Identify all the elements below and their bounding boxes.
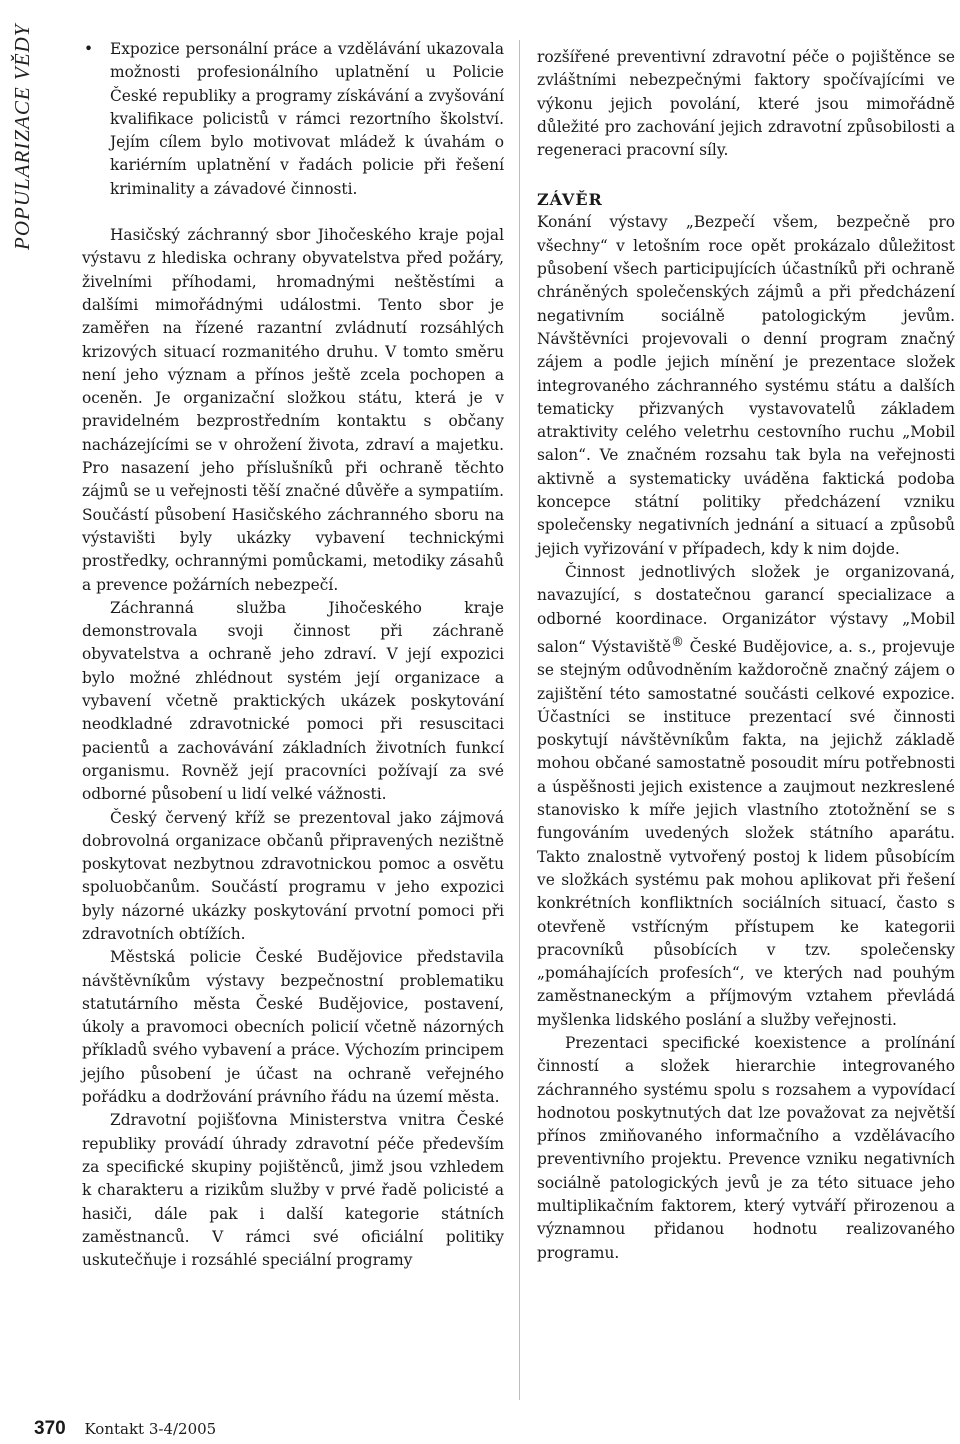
paragraph-conclusion-2a: Činnost jednotlivých složek je organizovaná, navazující, s dostatečnou garancí specializace a odborné koordinace. Organizátor výstavy „Mobil salon“ Výstaviště <box>537 562 955 656</box>
paragraph-health-insurance: Zdravotní pojišťovna Ministerstva vnitra České republiky provádí úhrady zdravotní péče především za specifické skupiny pojištěnců, jimž jsou vzhledem k charakteru a rizikům služby v prvé řadě policisté a hasiči, dále pak i další kategorie státních zaměstnanců. V rámci své oficiální politiky uskutečňuje i rozsáhlé speciální programy <box>82 1111 504 1270</box>
paragraph-conclusion-3: Prezentaci specifické koexistence a prolínání činností a složek hierarchie integrovaného záchranného systému spolu s rozsahem a vypovídací hodnotou poskytnutých dat lze považovat za největší přínos zmiňovaného informačního a vzdělávacího preventivního projektu. Prevence vzniku negativních sociálně patologických jevů je za této situace jeho multiplikačním faktorem, který vytváří přirozenou a významnou přidanou hodnotu realizovaného programu. <box>537 1034 955 1262</box>
paragraph-fire-rescue: Hasičský záchranný sbor Jihočeského kraje pojal výstavu z hlediska ochrany obyvatelstva před požáry, živelními příhodami, hromadnými neštěstími a dalšími mimořádnými událostmi. Tento sbor je zaměřen na řízené razantní zvládnutí rozsáhlých krizových situací rozmanitého druhu. V tomto směru není jeho význam a přínos ještě zcela pochopen a oceněn. Je organizační složkou státu, která je v pravidelném bezprostředním kontaktu s občany nacházejícími se v ohrožení života, zdraví a majetku. Pro nasazení jeho příslušníků při ochraně těchto zájmů se u veřejnosti těší značné důvěře a sympatiím. Součástí působení Hasičského záchranného sboru na výstavišti byly ukázky vybavení technickými prostředky, ochrannými pomůckami, metodiky zásahů a prevence požárních nebezpečí. <box>82 226 504 594</box>
right-column <box>537 46 955 1265</box>
bullet-text: Expozice personální práce a vzdělávání ukazovala možnosti profesionálního uplatnění u Policie České republiky a programy získávání a zvyšování kvalifikace policistů v rámci rezortního školství. Jejím cílem bylo motivovat mládež k úvahám o kariérním uplatnění v řadách policie při řešení kriminality a závadové činnosti. <box>110 40 504 198</box>
paragraph-conclusion-2b: České Budějovice, a. s., projevuje se stejným odůvodněním každoročně značný zájem o zajištění této samostatné součásti celkové expozice. Účastníci se instituce prezentací své činnosti poskytují návštěvníkům fakta, na jejichž základě mohou občané samostatně posoudit míru potřebnosti a úspěšnosti jejich existence a zaujmout nezkreslené stanovisko k míře jejich vlastního ztotožnění se s fungováním uvedených složek státního aparátu. Takto znalostně vytvořený postoj k lidem působícím ve složkách systému pak mohou aplikovat při řešení konkrétních konfliktních sociálních situací, často s otevřeně vstřícným přístupem ke kategorii pracovníků působících v tzv. společensky „pomáhajících profesích“, ve kterých nad pouhým zaměstnaneckým a příjmovým vztahem převládá myšlenka lidského poslání a služby veřejnosti. <box>537 637 955 1029</box>
bullet-item <box>82 38 504 201</box>
paragraph-conclusion-1: Konání výstavy „Bezpečí všem, bezpečně pro všechny“ v letošním roce opět prokázalo důležitost působení všech participujících účastníků při ochraně chráněných společenských zájmů a při předcházení negativním sociálně patologickým jevům. Návštěvníci projevovali o denní program značný zájem a podle jejich mínění je prezentace složek integrovaného záchranného systému státu a dalších tematicky přizvaných vystavovatelů základem atraktivity celého veletrhu cestovního ruchu „Mobil salon“. Ve značném rozsahu tak byla na veřejnosti aktivně a systematicky uváděna faktická podoba koncepce státní politiky předcházení vzniku společensky negativních jednání a situací a způsobů jejich vyřizování v případech, kdy k nim dojde. <box>537 213 955 558</box>
paragraph-rescue-service: Záchranná služba Jihočeského kraje demonstrovala svoji činnost při záchraně obyvatelstva a ochraně jeho zdraví. V její expozici bylo možné zhlédnout systém její organizace a vybavení včetně praktických ukázek poskytování neodkladné zdravotnické pomoci při resuscitaci pacientů a zachovávání základních životních funkcí organismu. Rovněž její pracovníci požívají za své odborné působení u lidí velké vážnosti. <box>82 598 504 804</box>
journal-name: Kontakt 3-4/2005 <box>84 1420 217 1438</box>
paragraph-conclusion-2 <box>537 561 955 1032</box>
column-divider <box>519 40 520 1400</box>
section-label <box>10 0 36 250</box>
page-number: 370 <box>34 1418 66 1439</box>
paragraph-red-cross: Český červený kříž se prezentoval jako zájmová dobrovolná organizace občanů připravených nezištně poskytovat nezbytnou zdravotnickou pomoc a osvětu spoluobčanům. Součástí programu v jeho expozici byly názorné ukázky poskytování prvotní pomoci při zdravotních obtížích. <box>82 808 504 943</box>
page-footer <box>34 1418 216 1440</box>
left-column <box>82 38 504 1272</box>
registered-mark: ® <box>671 634 684 650</box>
paragraph-city-police: Městská policie České Budějovice představila návštěvníkům výstavy bezpečnostní problematiku statutárního města České Budějovice, postavení, úkoly a pravomoci obecních policií včetně názorných příkladů svého vybavení a práce. Výchozím principem jejího působení je účast na ochraně veřejného pořádku a dodržování právního řádu na území města. <box>82 948 504 1107</box>
section-heading-conclusion: ZÁVĚR <box>537 190 603 210</box>
section-label-text: POPULARIZACE VĚDY <box>10 23 34 250</box>
bullet-marker: • <box>84 40 94 58</box>
paragraph-continuation: rozšířené preventivní zdravotní péče o pojištěnce se zvláštními nebezpečnými faktory spočívajícími ve výkonu jejich povolání, které jsou mimořádně důležité pro zachování jejich zdravotní způsobilosti a regeneraci pracovní síly. <box>537 48 955 160</box>
